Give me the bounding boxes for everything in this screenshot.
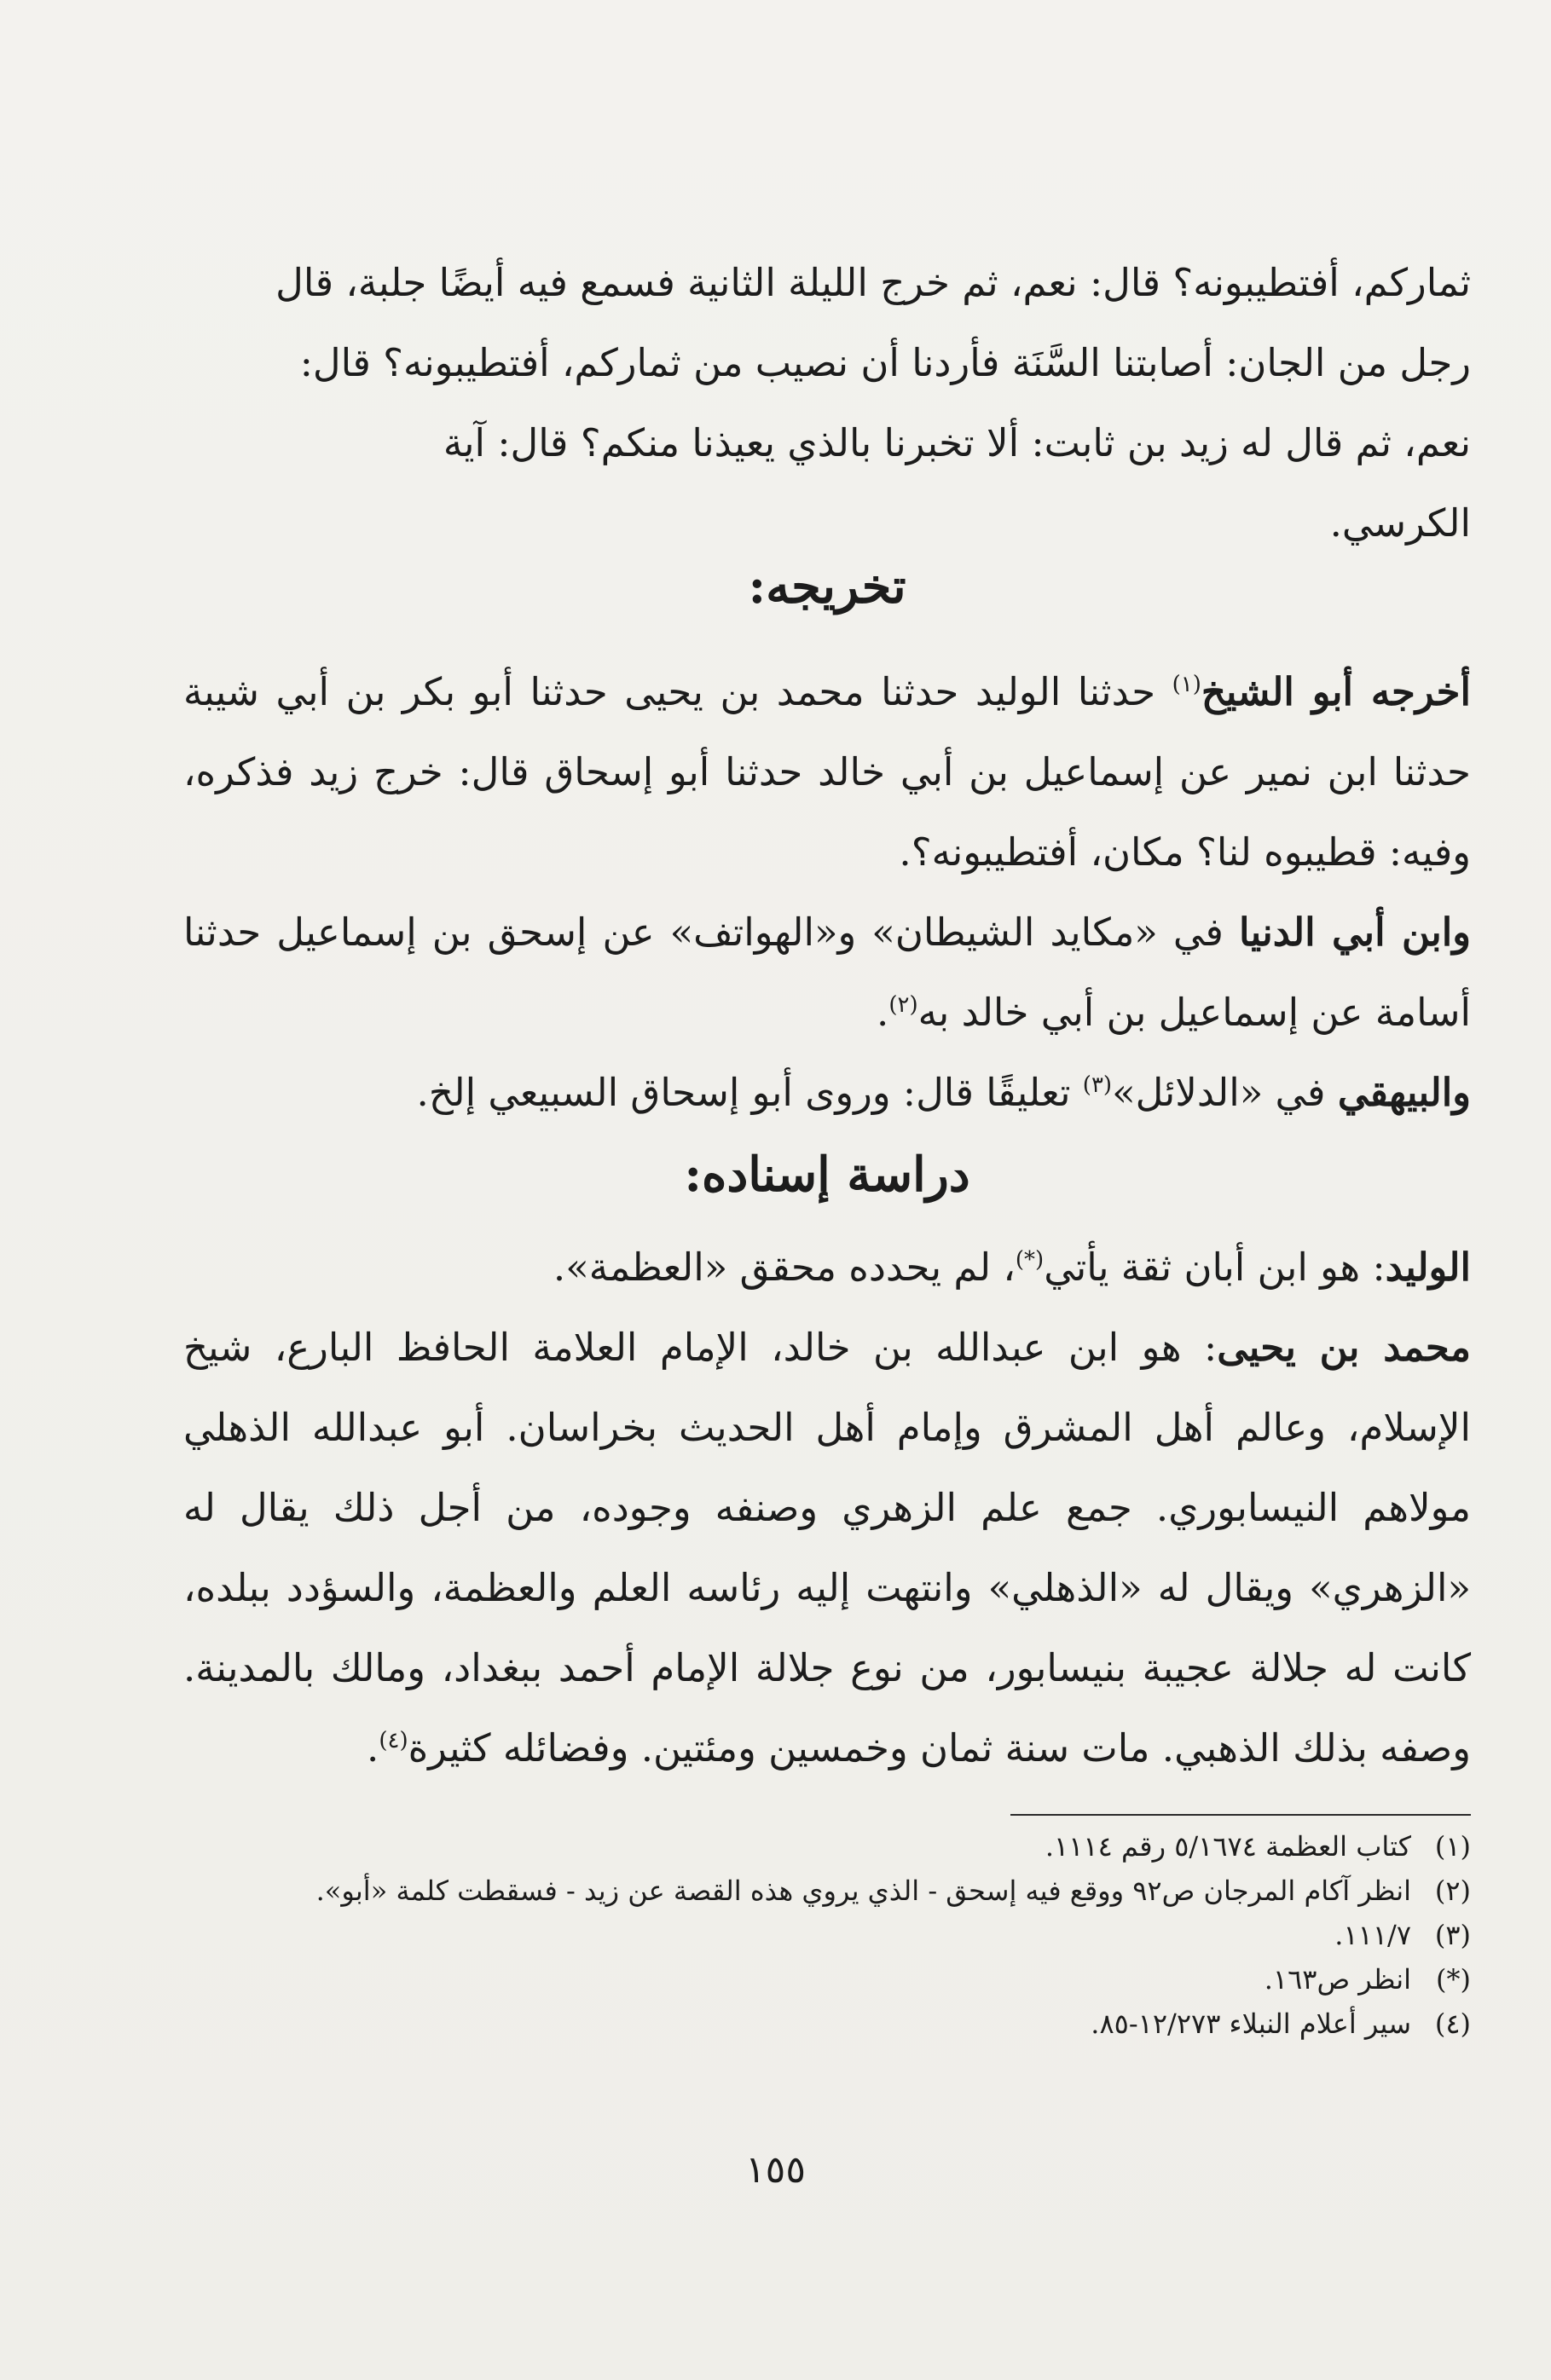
intro-paragraph [183,243,1471,563]
page-number: ١٥٥ [745,2148,806,2192]
footnote-item [183,1869,1471,1913]
paragraph-text: ، لم يحدده محقق «العظمة». [553,1245,1016,1290]
footnote-text: سير أعلام النبلاء ١٢/٢٧٣-٨٥. [1091,2007,1411,2040]
isnad-section [183,1228,1471,1788]
paragraph-text: في «الدلائل» [1112,1070,1338,1115]
narrator-name: محمد بن يحيى [1217,1325,1472,1370]
footnote-text: انظر ص١٦٣. [1264,1963,1411,1996]
paragraph-end: . [877,990,889,1035]
footnote-text: انظر آكام المرجان ص٩٢ ووقع فيه إسحق - الذي يروي هذه القصة عن زيد - فسقطت كلمة «أبو». [315,1875,1411,1907]
takhrij-paragraph [183,1053,1471,1133]
isnad-paragraph [183,1308,1471,1788]
narrator-name: الوليد [1385,1245,1471,1290]
intro-line: نعم، ثم قال له زيد بن ثابت: ألا تخبرنا بالذي يعيذنا منكم؟ قال: آية [443,420,1471,465]
isnad-heading: دراسة إسناده: [684,1147,970,1203]
footnote-item [183,1957,1471,2002]
source-name: أخرجه أبو الشيخ [1201,669,1471,714]
footnote-item [183,1913,1471,1957]
footnote-number: (١) [1434,1830,1471,1863]
isnad-paragraph [183,1228,1471,1308]
footnote-text: كتاب العظمة ٥/١٦٧٤ رقم ١١١٤. [1045,1830,1411,1863]
paragraph-text: : هو ابن أبان ثقة يأتي [1044,1245,1386,1290]
paragraph-text: في «مكايد الشيطان» و«الهواتف» عن إسحق بن إسماعيل حدثنا أسامة عن إسماعيل بن أبي خالد به [183,910,1471,1035]
takhrij-heading: تخريجه: [748,558,906,615]
intro-line: الكرسي. [1329,500,1471,546]
footnote-number: (٢) [1434,1875,1471,1907]
paragraph-text: تعليقًا قال: وروى أبو إسحاق السبيعي إلخ. [416,1070,1083,1115]
source-name: وابن أبي الدنيا [1238,910,1471,955]
footnote-item [183,1824,1471,1869]
footnote-item [183,2002,1471,2046]
footnote-ref[interactable]: (٢) [888,992,918,1018]
footnote-ref[interactable]: (١) [1172,672,1201,697]
footnote-ref[interactable]: (*) [1015,1247,1045,1273]
footnote-number: (٤) [1434,2007,1471,2040]
footnote-ref[interactable]: (٣) [1082,1072,1113,1098]
takhrij-paragraph [183,892,1471,1053]
footnote-ref[interactable]: (٤) [379,1728,408,1753]
intro-line: ثماركم، أفتطيبونه؟ قال: نعم، ثم خرج الليلة الثانية فسمع فيه أيضًا جلبة، قال [275,260,1471,305]
paragraph-end: . [367,1725,379,1771]
footnote-number: (*) [1436,1963,1471,1996]
footnote-text: ١١١/٧. [1334,1919,1411,1951]
footnote-divider [1010,1814,1471,1816]
footnotes [183,1824,1471,2046]
intro-line: رجل من الجان: أصابتنا السَّنَة فأردنا أن نصيب من ثماركم، أفتطيبونه؟ قال: [299,340,1471,385]
takhrij-section [183,652,1471,1133]
source-name: والبيهقي [1337,1070,1471,1115]
footnote-number: (٣) [1434,1919,1471,1951]
paragraph-text: حدثنا الوليد حدثنا محمد بن يحيى حدثنا أبو بكر بن أبي شيبة حدثنا ابن نمير عن إسماعيل بن أبي خالد حدثنا أبو إسحاق قال: خرج زيد فذكره، وفيه: قطيبوه لنا؟ مكان، أفتطيبونه؟. [183,669,1471,875]
paragraph-text: : هو ابن عبدالله بن خالد، الإمام العلامة الحافظ البارع، شيخ الإسلام، وعالم أهل المشرق وإمام أهل الحديث بخراسان. أبو عبدالله الذهلي مولاهم النيسابوري. جمع علم الزهري وصنفه وجوده، من أجل ذلك يقال له «الزهري» ويقال له «الذهلي» وانتهت إليه رئاسه العلم والعظمة، والسؤدد ببلده، كانت له جلالة عجيبة بنيسابور، من نوع جلالة الإمام أحمد ببغداد، ومالك بالمدينة. وصفه بذلك الذهبي. مات سنة ثمان وخمسين ومئتين. وفضائله كثيرة [183,1325,1471,1771]
takhrij-paragraph [183,652,1471,892]
